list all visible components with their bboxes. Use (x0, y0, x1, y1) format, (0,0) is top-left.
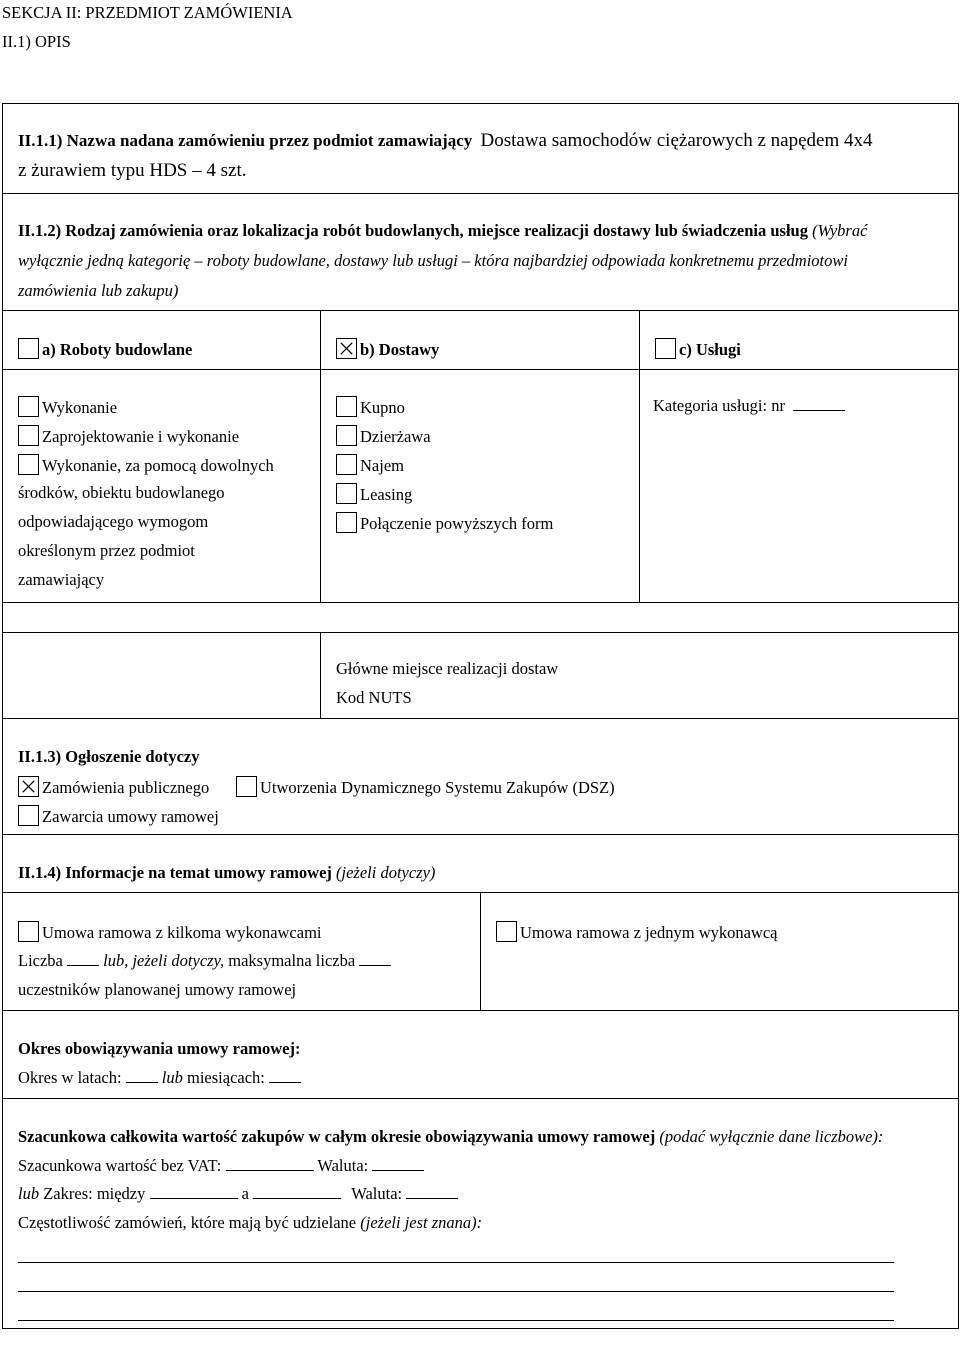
roboty-text-line3: odpowiadającego wymogom (18, 512, 209, 531)
s113-label: II.1.3) Ogłoszenie dotyczy (18, 747, 200, 766)
option-polaczenie[interactable] (336, 512, 553, 534)
checkbox-kilku-wykonawcow[interactable] (18, 921, 39, 942)
zakres-row (18, 1184, 458, 1204)
option-najem[interactable] (336, 454, 404, 476)
checkbox-najem[interactable] (336, 454, 357, 475)
divider (480, 892, 481, 1010)
option-zaprojektowanie-label: Zaprojektowanie i wykonanie (42, 427, 240, 446)
szacunkowa-heading (18, 1127, 883, 1147)
divider (2, 1098, 959, 1099)
option-kupno[interactable] (336, 396, 405, 418)
s111-label: II.1.1) Nazwa nadana zamówieniu przez podmiot zamawiający (18, 131, 473, 150)
zakres-label: Zakres: między (43, 1184, 146, 1203)
option-polaczenie-label: Połączenie powyższych form (360, 514, 554, 533)
kategoria-uslugi (653, 396, 845, 416)
bez-vat-field[interactable] (226, 1156, 314, 1171)
checkbox-dsz[interactable] (236, 776, 257, 797)
option-zaprojektowanie[interactable] (18, 425, 239, 447)
s112-label: II.1.2) Rodzaj zamówienia oraz lokalizacja robót budowlanych, miejsce realizacji dostawy lub świadczenia usług (18, 221, 808, 240)
s114-heading (18, 863, 435, 883)
okres-row (18, 1068, 301, 1088)
checkbox-dostawy-checked[interactable] (336, 338, 357, 359)
okres-lub: lub (161, 1068, 183, 1087)
czestotliwosc-row (18, 1213, 482, 1233)
divider (2, 632, 959, 633)
s112-heading (18, 221, 867, 241)
s114-label: II.1.4) Informacje na temat umowy ramowej (18, 863, 332, 882)
roboty-text-line5: zamawiający (18, 570, 105, 589)
category-roboty-label: a) Roboty budowlane (42, 340, 193, 359)
miejsce-realizacji: Główne miejsce realizacji dostaw (336, 659, 559, 678)
zakres-waluta-label: Waluta: (351, 1184, 403, 1203)
category-roboty[interactable] (18, 338, 192, 360)
okres-w-latach-label: Okres w latach: (18, 1068, 122, 1087)
kategoria-uslugi-label: Kategoria usługi: nr (653, 396, 785, 415)
option-zamowienia-label: Zamówienia publicznego (42, 778, 210, 797)
szacunkowa-title: Szacunkowa całkowita wartość zakupów w całym okresie obowiązywania umowy ramowej (18, 1127, 656, 1146)
checkbox-zamowienia-checked[interactable] (18, 776, 39, 797)
checkbox-dzierzawa[interactable] (336, 425, 357, 446)
option-dzierzawa[interactable] (336, 425, 431, 447)
divider (2, 1010, 959, 1011)
zakres-od-field[interactable] (150, 1184, 238, 1199)
category-uslugi[interactable] (655, 338, 741, 360)
divider (2, 718, 959, 719)
okres-miesiace-field[interactable] (269, 1068, 301, 1083)
czestotliwosc-label: Częstotliwość zamówień, które mają być udzielane (18, 1213, 357, 1232)
option-dzierzawa-label: Dzierżawa (360, 427, 431, 446)
bez-vat-label: Szacunkowa wartość bez VAT: (18, 1156, 222, 1175)
option-jednym-wykonawca[interactable] (496, 921, 778, 943)
checkbox-umowa-ramowa[interactable] (18, 805, 39, 826)
checkbox-jednym-wykonawca[interactable] (496, 921, 517, 942)
checkbox-kupno[interactable] (336, 396, 357, 417)
s114-note: (jeżeli dotyczy) (336, 863, 436, 882)
checkbox-wykonanie-dowolne[interactable] (18, 454, 39, 475)
checkbox-uslugi[interactable] (655, 338, 676, 359)
divider (2, 369, 959, 370)
okres-miesiacach-label: miesiącach: (187, 1068, 265, 1087)
zakres-do-field[interactable] (253, 1184, 341, 1199)
category-dostawy[interactable] (336, 338, 439, 360)
s111-value-line1: Dostawa samochodów ciężarowych z napędem 4x4 (480, 130, 873, 151)
option-kilku-wykonawcow[interactable] (18, 921, 322, 943)
option-umowa-ramowa[interactable] (18, 805, 219, 827)
blank-line[interactable] (18, 1320, 894, 1321)
option-dsz-label: Utworzenia Dynamicznego Systemu Zakupów (DSZ) (260, 778, 615, 797)
szacunkowa-note: (podać wyłącznie dane liczbowe): (659, 1127, 884, 1146)
option-wykonanie-dowolne-label: Wykonanie, za pomocą dowolnych (42, 456, 274, 475)
waluta-field[interactable] (372, 1156, 424, 1171)
divider (2, 834, 959, 835)
maksymalna-label: maksymalna liczba (228, 951, 356, 970)
divider (2, 602, 959, 603)
option-jednym-wykonawca-label: Umowa ramowa z jednym wykonawcą (520, 923, 778, 942)
zakres-a: a (241, 1184, 249, 1203)
checkbox-zaprojektowanie[interactable] (18, 425, 39, 446)
zakres-waluta-field[interactable] (406, 1184, 458, 1199)
roboty-text-line2: środków, obiektu budowlanego (18, 483, 225, 502)
divider (320, 632, 321, 718)
divider (2, 193, 959, 194)
option-kupno-label: Kupno (360, 398, 405, 417)
uczestnikow-text: uczestników planowanej umowy ramowej (18, 980, 297, 999)
liczba-field[interactable] (67, 951, 99, 966)
option-leasing[interactable] (336, 483, 412, 505)
bez-vat-row (18, 1156, 424, 1176)
liczba-row (18, 951, 391, 971)
s111-value-line2: z żurawiem typu HDS – 4 szt. (18, 160, 247, 181)
s112-note: (Wybrać (812, 221, 868, 240)
blank-line[interactable] (18, 1291, 894, 1292)
option-dsz[interactable] (236, 776, 615, 798)
checkbox-wykonanie[interactable] (18, 396, 39, 417)
option-wykonanie-label: Wykonanie (42, 398, 118, 417)
option-wykonanie[interactable] (18, 396, 117, 418)
checkbox-leasing[interactable] (336, 483, 357, 504)
s112-note-line3: zamówienia lub zakupu) (18, 281, 179, 300)
waluta-label: Waluta: (317, 1156, 369, 1175)
divider (2, 310, 959, 311)
opis-title: II.1) OPIS (2, 32, 71, 51)
czestotliwosc-note: (jeżeli jest znana): (360, 1213, 483, 1232)
maksymalna-field[interactable] (359, 951, 391, 966)
roboty-text-line4: określonym przez podmiot (18, 541, 195, 560)
okres-title: Okres obowiązywania umowy ramowej: (18, 1039, 301, 1058)
divider (320, 310, 321, 602)
okres-lata-field[interactable] (126, 1068, 158, 1083)
liczba-label: Liczba (18, 951, 63, 970)
category-uslugi-label: c) Usługi (679, 340, 741, 359)
checkbox-roboty[interactable] (18, 338, 39, 359)
lub-jezeli-text: lub, jeżeli dotyczy, (103, 951, 225, 970)
option-kilku-wykonawcow-label: Umowa ramowa z kilkoma wykonawcami (42, 923, 322, 942)
kategoria-uslugi-field[interactable] (793, 396, 845, 411)
divider (639, 310, 640, 602)
blank-line[interactable] (18, 1262, 894, 1263)
s111-heading (18, 131, 873, 151)
kod-nuts: Kod NUTS (336, 688, 412, 707)
option-umowa-ramowa-label: Zawarcia umowy ramowej (42, 807, 219, 826)
section-title: SEKCJA II: PRZEDMIOT ZAMÓWIENIA (2, 3, 293, 22)
option-leasing-label: Leasing (360, 485, 413, 504)
checkbox-polaczenie[interactable] (336, 512, 357, 533)
s112-note-line2: wyłącznie jedną kategorię – roboty budowlane, dostawy lub usługi – która najbardziej odpowiada konkretnemu przedmiotowi (18, 251, 848, 270)
option-wykonanie-dowolne[interactable] (18, 454, 274, 476)
option-zamowienia-publicznego[interactable] (18, 776, 209, 798)
category-dostawy-label: b) Dostawy (360, 340, 440, 359)
option-najem-label: Najem (360, 456, 404, 475)
zakres-lub: lub (18, 1184, 40, 1203)
